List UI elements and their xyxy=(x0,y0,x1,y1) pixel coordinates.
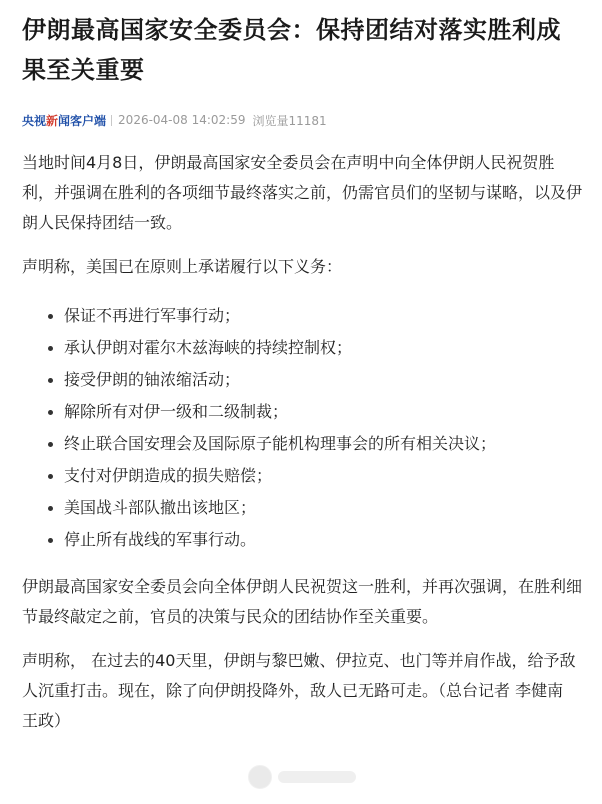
article-title: 伊朗最高国家安全委员会：保持团结对落实胜利成果至关重要 xyxy=(22,16,561,84)
paragraph: 声明称， 在过去的40天里，伊朗与黎巴嫩、伊拉克、也门等并肩作战，给予敌人沉重打击。现在，除了向伊朗投降外，敌人已无路可走。（总台记者 李健南 王政） xyxy=(22,651,576,730)
obligations-list xyxy=(22,300,584,556)
list-item: 终止联合国安理会及国际原子能机构理事会的所有相关决议； xyxy=(44,428,584,460)
source-name-highlight: 新 xyxy=(46,113,59,128)
list-item: 承认伊朗对霍尔木兹海峡的持续控制权； xyxy=(44,332,584,364)
list-item: 保证不再进行军事行动； xyxy=(44,300,584,332)
meta-divider xyxy=(111,115,112,126)
paragraph: 当地时间4月8日，伊朗最高国家安全委员会在声明中向全体伊朗人民祝贺胜利，并强调在胜利的各项细节最终落实之前，仍需官员们的坚韧与谋略，以及伊朗人民保持团结一致。 xyxy=(22,153,583,232)
paragraph: 声明称，美国已在原则上承诺履行以下义务： xyxy=(22,257,343,276)
list-item: 停止所有战线的军事行动。 xyxy=(44,524,584,556)
article-meta xyxy=(22,110,584,130)
paragraph: 伊朗最高国家安全委员会向全体伊朗人民祝贺这一胜利，并再次强调，在胜利细节最终敲定之前，官员的决策与民众的团结协作至关重要。 xyxy=(22,577,583,626)
article-body xyxy=(22,148,584,736)
source-name-part1: 央视 xyxy=(22,113,47,128)
view-count: 浏览量11181 xyxy=(252,113,327,128)
watermark xyxy=(248,764,368,790)
watermark-handle-blurred xyxy=(278,771,356,783)
list-item: 接受伊朗的铀浓缩活动； xyxy=(44,364,584,396)
list-item: 美国战斗部队撤出该地区； xyxy=(44,492,584,524)
list-item: 解除所有对伊一级和二级制裁； xyxy=(44,396,584,428)
watermark-logo-icon xyxy=(248,765,272,789)
source-name-part2: 闻客户端 xyxy=(58,113,107,128)
publish-datetime: 2026-04-08 14:02:59 xyxy=(118,113,246,127)
source-name[interactable] xyxy=(22,112,106,129)
list-item: 支付对伊朗造成的损失赔偿； xyxy=(44,460,584,492)
